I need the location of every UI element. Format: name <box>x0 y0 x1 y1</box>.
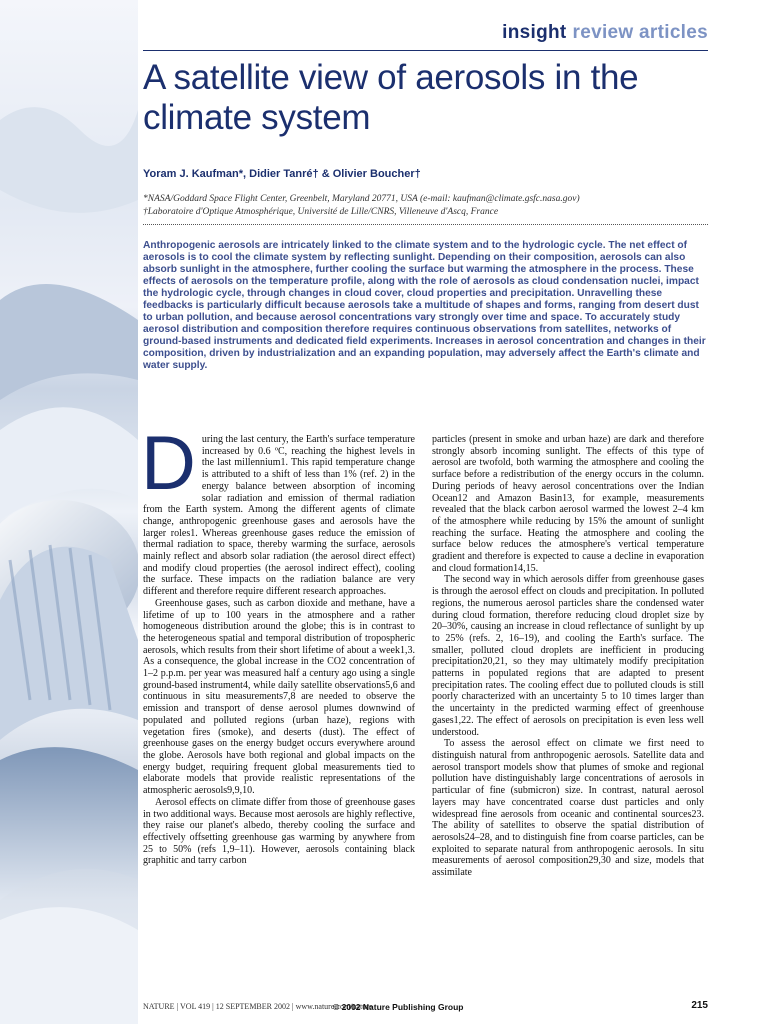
dotted-divider <box>143 224 708 225</box>
col1-paragraph-1: uring the last century, the Earth's surface temperature increased by 0.6 ºC, reaching the highest levels in the last millennium1. This rapid temperature change is attributed to a shift of less than 1% (ref. 2) in the energy balance between absorption of incoming solar radiation and emission of thermal radiation from the Earth system. Among the different agents of climate change, anthropogenic greenhouse gases and aerosols have the larger roles1. Whereas greenhouse gases reduce the emission of thermal radiation to space, thereby warming the surface, aerosols mainly reflect and absorb solar radiation (the aerosol direct effect) and modify cloud properties (the aerosol indirect effect), cooling the surface. These impacts on the radiation balance are very different and therefore require different research approaches. <box>143 434 415 598</box>
article-title: A satellite view of aerosols in the climate system <box>143 58 639 137</box>
header-rule <box>143 50 708 51</box>
col2-paragraph-1: particles (present in smoke and urban haze) are dark and therefore strongly absorb incoming sunlight. The effects of this type of aerosol are twofold, both warming the atmosphere and cooling the surface before a redistribution of the energy occurs in the column. During periods of heavy aerosol concentrations over the Indian Ocean12 and Amazon Basin13, for example, measurements revealed that the black carbon aerosol warmed the lowest 2–4 km of the atmosphere while reducing by 15% the amount of sunlight reaching the surface. Heating the atmosphere and cooling the surface below reduces the atmosphere's vertical temperature gradient and therefore is expected to cause a decline in evaporation and cloud formation14,15. <box>432 434 704 574</box>
drop-cap: D <box>141 421 196 506</box>
col1-paragraph-2: Greenhouse gases, such as carbon dioxide and methane, have a lifetime of up to 100 years in the atmosphere and a rather homogeneous distribution around the globe; this is in contrast to the heterogeneous spatial and temporal distribution of tropospheric aerosols, which results from their short lifetime of about a week1,3. As a consequence, the global increase in the CO2 concentration of 1–2 p.p.m. per year was measured half a century ago using a single ground-based instrument4, while daily satellite observations5,6 and continuous in situ measurements7,8 are needed to observe the emission and transport of dense aerosol plumes downwind of populated and polluted regions (urban haze), regions with vegetation fires (smoke), and deserts (dust). The effect of greenhouse gases on the energy budget occurs everywhere around the globe. Aerosols have both regional and global impacts on the energy budget, requiring frequent global measurements tied to elaborate models that provide realistic representations of the atmospheric aerosols9,9,10. <box>143 597 415 797</box>
kicker-insight: insight <box>502 22 567 43</box>
article-abstract: Anthropogenic aerosols are intricately linked to the climate system and to the hydrologic cycle. The net effect of aerosols is to cool the climate system by reflecting sunlight. Depending on their composition, aerosols can also absorb sunlight in the atmosphere, further cooling the surface but warming the atmosphere in the process. These effects of aerosols on the temperature profile, along with the role of aerosols as cloud condensation nuclei, impact the hydrologic cycle, through changes in cloud cover, cloud properties and precipitation. Unravelling these feedbacks is particularly difficult because aerosols take a multitude of shapes and forms, ranging from desert dust to urban pollution, and because aerosol concentrations vary strongly over time and space. To accurately study aerosol distribution and composition therefore requires continuous observations from satellites, networks of ground-based instruments and dedicated field experiments. Increases in aerosol concentration and changes in their composition, driven by industrialization and an expanding population, may adversely affect the Earth's climate and water supply. <box>143 240 706 371</box>
body-column-2 <box>432 434 704 879</box>
col2-paragraph-3: To assess the aerosol effect on climate we first need to distinguish natural from anthropogenic aerosols. Satellite data and aerosol transport models show that plumes of smoke and regional pollution have distinguishably large concentrations of aerosols in particular of fine (submicron) size. In contrast, natural aerosol layers may have concentrated coarse dust particles and only widespread fine aerosols from oceanic and continental sources23. The ability of satellites to observe the spatial distribution of aerosols24–28, and to distinguish fine from coarse particles, can be exploited to separate natural from anthropogenic aerosols. In situ measurements of aerosol composition29,30 and size, models that assimilate <box>432 738 704 879</box>
kicker-review-articles: review articles <box>572 22 708 43</box>
page-number: 215 <box>691 1000 708 1011</box>
section-kicker <box>502 22 708 44</box>
col2-paragraph-2: The second way in which aerosols differ from greenhouse gases is through the aerosol effect on clouds and precipitation. In polluted regions, the numerous aerosol particles share the condensed water during cloud formation, therefore reducing cloud droplet size by 20–30%, causing an increase in cloud reflectance of sunlight by up to 25% (refs. 2, 16–19), and cooling the Earth's surface. The smaller, polluted cloud droplets are inefficient in producing precipitation20,21, so they may ultimately modify precipitation patterns in populated regions that are adapted to present precipitation rates. The cooling effect due to polluted clouds is still poorly characterized with an uncertainty 5 to 10 times larger than the uncertainty in the predicted warming effect of greenhouse gases1,22. The effect of aerosols on precipitation is even less well understood. <box>432 574 704 738</box>
body-column-1 <box>141 421 415 867</box>
affiliation-2: †Laboratoire d'Optique Atmosphérique, Université de Lille/CNRS, Villeneuve d'Ascq, France <box>143 207 499 217</box>
page-footer <box>143 1000 708 1014</box>
affiliation-1: *NASA/Goddard Space Flight Center, Greenbelt, Maryland 20771, USA (e-mail: kaufman@climate.gsfc.nasa.gov) <box>143 194 580 204</box>
col1-paragraph-3: Aerosol effects on climate differ from those of greenhouse gases in two additional ways. Because most aerosols are highly reflective, they raise our planet's albedo, thereby cooling the surface and effectively offsetting greenhouse gas warming by anywhere from 25 to 50% (refs 1,9–11). However, aerosols containing black graphitic and tarry carbon <box>143 796 415 867</box>
sidebar-photo <box>0 0 138 1024</box>
journal-citation: NATURE | VOL 419 | 12 SEPTEMBER 2002 | www.nature.com/nature <box>143 1002 373 1011</box>
snow-landscape-photo-icon <box>0 0 138 1024</box>
copyright-notice: © 2002 Nature Publishing Group <box>333 1002 464 1012</box>
article-authors: Yoram J. Kaufman*, Didier Tanré† & Olivier Boucher† <box>143 168 421 180</box>
